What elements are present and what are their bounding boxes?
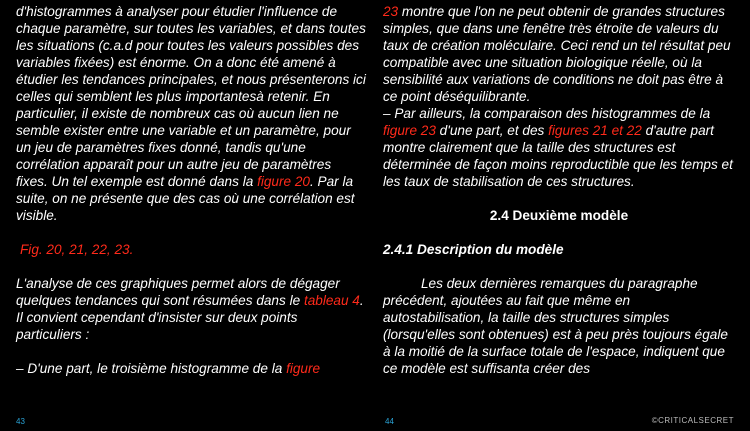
left-paragraph-1 bbox=[16, 3, 366, 224]
left-paragraph-1-text: d'histogrammes à analyser pour étudier l'influence de chaque paramètre, sur toutes les variables, et dans toutes les situations (c.a.d pour toutes les valeurs possibles des variables fixées) est énorme. On a donc été amené à étudier les tendances principales, et nous présenterons ici celles qui semblent les plus importantesà retenir. En particulier, il existe de nombreux cas où aucun lien ne semble exister entre une variable et un paramètre, pour un jeu de paramètres fixes donné, tandis qu'une corrélation apparaît pour un autre jeu de paramètres fixes. Un tel exemple est donné dans la bbox=[16, 4, 366, 189]
figure-link[interactable]: figure bbox=[286, 361, 321, 376]
right-paragraph-2 bbox=[383, 105, 735, 190]
left-page bbox=[16, 3, 366, 377]
left-paragraph-2-text-end: . Il convient cependant d'insister sur deux points particuliers : bbox=[16, 293, 364, 342]
left-paragraph-1-text-end: . Par la suite, on ne présente que des cas où une corrélation est visible. bbox=[16, 174, 355, 223]
right-page bbox=[383, 3, 735, 377]
left-paragraph-2 bbox=[16, 275, 366, 343]
left-paragraph-3 bbox=[16, 360, 366, 377]
right-paragraph-1-text: montre que l'on ne peut obtenir de grandes structures simples, que dans une fenêtre très étroite de valeurs du taux de création moléculaire. Ceci rend un tel résultat peu compatible avec une situation biologique réelle, où la sensibilité aux variations de conditions ne doit pas être à ce point déséquilibrante. bbox=[383, 4, 731, 104]
figure-23-continuation-link[interactable]: 23 bbox=[383, 4, 399, 19]
right-paragraph-1 bbox=[383, 3, 735, 105]
left-paragraph-2-text: L'analyse de ces graphiques permet alors de dégager quelques tendances qui sont résumées dans le bbox=[16, 276, 340, 308]
watermark: ©CRITICALSECRET bbox=[651, 416, 734, 425]
tableau-4-link[interactable]: tableau 4 bbox=[303, 293, 360, 308]
figure-23-link[interactable]: figure 23 bbox=[383, 123, 436, 138]
subsection-heading: 2.4.1 Description du modèle bbox=[383, 242, 564, 257]
section-heading: 2.4 Deuxième modèle bbox=[489, 208, 629, 223]
figures-21-22-link[interactable]: figures 21 et 22 bbox=[548, 123, 642, 138]
right-paragraph-2-text: – Par ailleurs, la comparaison des histogrammes de la bbox=[383, 106, 711, 121]
right-paragraph-2-text-end: d'autre part montre clairement que la taille des structures est déterminée de façon moins reproductible que les temps et les taux de stabilisation de ces structures. bbox=[383, 123, 733, 189]
right-paragraph-3: Les deux dernières remarques du paragraphe précédent, ajoutées au fait que même en autostabilisation, la taille des structures simples (lorsqu'elles sont obtenues) est à peu près toujours égale à la moitié de la surface totale de l'espace, indiquent que ce modèle est suffisanta créer des bbox=[383, 276, 728, 376]
figure-caption-link[interactable]: Fig. 20, 21, 22, 23. bbox=[20, 242, 134, 257]
left-page-number: 43 bbox=[16, 417, 25, 426]
left-paragraph-3-text: – D'une part, le troisième histogramme de la bbox=[16, 361, 283, 376]
right-page-number: 44 bbox=[385, 417, 394, 426]
right-paragraph-2-text-mid: d'une part, et des bbox=[435, 123, 545, 138]
figure-20-link[interactable]: figure 20 bbox=[257, 174, 310, 189]
